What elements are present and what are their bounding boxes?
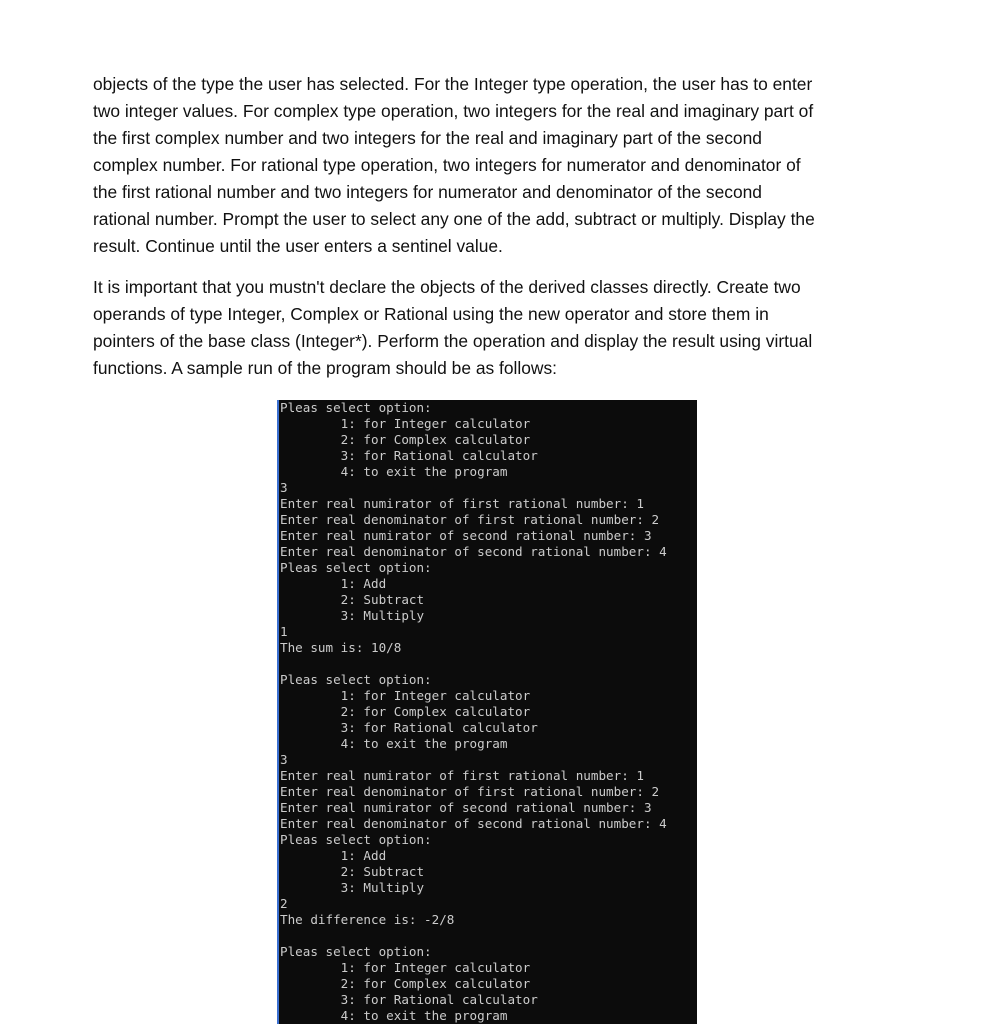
console-line: The sum is: 10/8 (280, 640, 402, 655)
console-line: Enter real numirator of first rational number: 1 (280, 768, 644, 783)
text-line: objects of the type the user has selected. For the Integer type operation, the user has to enter (93, 74, 813, 94)
console-line: The difference is: -2/8 (280, 912, 455, 927)
console-line: 1: Add (280, 848, 387, 863)
console-line: Enter real numirator of first rational number: 1 (280, 496, 644, 511)
console-line: Enter real numirator of second rational number: 3 (280, 528, 652, 543)
text-line: pointers of the base class (Integer*). Perform the operation and display the result using virtual (93, 331, 813, 351)
console-line: 2: Subtract (280, 592, 425, 607)
console-line: 3: for Rational calculator (280, 720, 538, 735)
console-line: Pleas select option: (280, 560, 432, 575)
console-line: Pleas select option: (280, 672, 432, 687)
text-line: operands of type Integer, Complex or Rational using the new operator and store them in (93, 304, 769, 324)
console-line: Enter real denominator of first rational number: 2 (280, 784, 660, 799)
console-line: Pleas select option: (280, 832, 432, 847)
text-line: rational number. Prompt the user to select any one of the add, subtract or multiply. Display the (93, 209, 815, 229)
console-line: Enter real denominator of second rational number: 4 (280, 816, 667, 831)
text-line: the first rational number and two integers for numerator and denominator of the second (93, 182, 762, 202)
text-line: the first complex number and two integers for the real and imaginary part of the second (93, 128, 762, 148)
console-line: 3: for Rational calculator (280, 992, 538, 1007)
console-line: 1: for Integer calculator (280, 688, 531, 703)
text-line: two integer values. For complex type operation, two integers for the real and imaginary part of (93, 101, 814, 121)
paragraph-1 (93, 71, 913, 260)
console-line: 2: for Complex calculator (280, 704, 531, 719)
console-line: 2: for Complex calculator (280, 432, 531, 447)
console-line: 4: to exit the program (280, 1008, 508, 1023)
paragraph-2 (93, 274, 913, 382)
console-line: 2: Subtract (280, 864, 425, 879)
console-line: 3: for Rational calculator (280, 448, 538, 463)
console-line: 3: Multiply (280, 880, 425, 895)
console-line: 1: Add (280, 576, 387, 591)
text-line: It is important that you mustn't declare the objects of the derived classes directly. Create two (93, 277, 801, 297)
console-line: 4: to exit the program (280, 464, 508, 479)
console-line (280, 928, 667, 944)
console-line: 1: for Integer calculator (280, 416, 531, 431)
text-line: result. Continue until the user enters a sentinel value. (93, 236, 503, 256)
console-line: 3 (280, 480, 288, 495)
console-line: Pleas select option: (280, 400, 432, 415)
console-line: 3 (280, 752, 288, 767)
console-screenshot (277, 400, 697, 1024)
console-line: 4: to exit the program (280, 736, 508, 751)
console-output (280, 400, 667, 1024)
console-line: Enter real denominator of second rational number: 4 (280, 544, 667, 559)
console-line: 2: for Complex calculator (280, 976, 531, 991)
text-line: functions. A sample run of the program should be as follows: (93, 358, 558, 378)
console-line: Enter real numirator of second rational number: 3 (280, 800, 652, 815)
console-line: 3: Multiply (280, 608, 425, 623)
console-line: Enter real denominator of first rational number: 2 (280, 512, 660, 527)
console-line (280, 656, 667, 672)
console-line: 1: for Integer calculator (280, 960, 531, 975)
console-line: 1 (280, 624, 288, 639)
console-line: Pleas select option: (280, 944, 432, 959)
console-line: 2 (280, 896, 288, 911)
text-line: complex number. For rational type operation, two integers for numerator and denominator of (93, 155, 801, 175)
